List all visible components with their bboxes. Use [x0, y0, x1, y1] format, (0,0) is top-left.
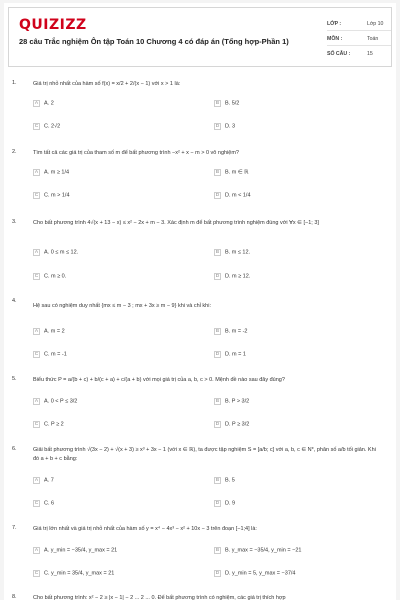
question-text: Cho bất phương trình: x² − 2 ≥ |x − 1| − 2 ... 2 ... 0. Để bất phương trình có nghiệm, các giá trị thích hợp [33, 595, 286, 600]
worksheet-header [8, 7, 392, 67]
option-letter-badge: B [215, 399, 220, 404]
divider [327, 30, 391, 31]
option-b[interactable] [214, 477, 235, 486]
option-text: D. y_min = 5, y_max = −37/4 [225, 570, 296, 577]
option-text: B. m ∈ ℝ [225, 169, 249, 176]
question-number: 6. [12, 446, 17, 452]
option-letter-badge: B [215, 329, 220, 334]
option-letter-badge: B [215, 250, 220, 255]
option-letter-badge: D [215, 422, 220, 427]
option-letter-badge: A [34, 250, 39, 255]
question-number: 4. [12, 298, 17, 304]
option-letter-badge: C [34, 193, 39, 198]
question-text: Cho bất phương trình 4√(x + 13 − x) ≤ x² − 2x + m − 3. Xác định m để bất phương trình nghiệm đúng với ∀x ∈ [−1; 3] [33, 220, 319, 226]
question-number: 1. [12, 80, 17, 86]
option-text: C. m > 1/4 [44, 192, 70, 199]
option-c[interactable] [33, 123, 60, 132]
option-c[interactable] [33, 273, 66, 282]
option-text: A. 2 [44, 100, 54, 107]
option-text: D. 9 [225, 500, 236, 507]
option-text: C. P ≥ 2 [44, 421, 64, 428]
option-text: A. y_min = −35/4, y_max = 21 [44, 547, 118, 554]
option-text: B. 5 [225, 477, 235, 484]
option-text: D. m < 1/4 [225, 192, 251, 199]
option-a[interactable] [33, 100, 54, 109]
option-b[interactable] [214, 398, 249, 407]
option-text: A. m ≥ 1/4 [44, 169, 70, 176]
option-letter-badge: A [34, 478, 39, 483]
option-text: D. m ≥ 12. [225, 273, 251, 280]
option-letter-badge: C [34, 274, 39, 279]
option-c[interactable] [33, 192, 70, 201]
option-text: C. 6 [44, 500, 55, 507]
option-letter-badge: D [215, 193, 220, 198]
option-text: B. y_max = −35/4, y_min = −21 [225, 547, 302, 554]
option-letter-badge: B [215, 101, 220, 106]
question-number: 3. [12, 219, 17, 225]
option-letter-badge: C [34, 571, 39, 576]
question-count-value: 15 [367, 51, 373, 57]
question-text: Biểu thức P = a/(b + c) + b/(c + a) + c/(a + b) với mọi giá trị của a, b, c > 0. Mệnh đề nào sau đây đúng? [33, 377, 285, 383]
option-c[interactable] [33, 570, 114, 579]
option-b[interactable] [214, 547, 301, 556]
option-text: A. m = 2 [44, 328, 65, 335]
option-letter-badge: A [34, 329, 39, 334]
option-d[interactable] [214, 500, 235, 509]
option-b[interactable] [214, 328, 247, 337]
option-a[interactable] [33, 477, 54, 486]
question-text: Tìm tất cả các giá trị của tham số m để bất phương trình −x² + x − m > 0 vô nghiệm? [33, 150, 239, 156]
class-value: Lớp 10 [367, 21, 384, 27]
option-letter-badge: A [34, 399, 39, 404]
question-number: 5. [12, 376, 17, 382]
question-text: Giá trị nhỏ nhất của hàm số f(x) = x/2 + 2/(x − 1) với x > 1 là: [33, 81, 181, 87]
option-letter-badge: D [215, 571, 220, 576]
option-a[interactable] [33, 328, 65, 337]
option-text: C. m = -1 [44, 351, 67, 358]
option-letter-badge: D [215, 274, 220, 279]
option-c[interactable] [33, 500, 54, 509]
option-d[interactable] [214, 123, 235, 132]
quizizz-logo: QUIZIZZ [19, 17, 87, 33]
subject-value: Toán [367, 36, 379, 42]
option-text: D. 3 [225, 123, 236, 130]
question-text: Giá trị lớn nhất và giá trị nhỏ nhất của hàm số y = x⁴ − 4x³ − x² + 10x − 3 trên đoạn [−1;4] là: [33, 526, 257, 532]
option-d[interactable] [214, 273, 250, 282]
option-text: A. 0 < P ≤ 3/2 [44, 398, 78, 405]
option-letter-badge: D [215, 501, 220, 506]
option-text: D. m = 1 [225, 351, 246, 358]
option-letter-badge: B [215, 170, 220, 175]
option-text: D. P ≥ 3/2 [225, 421, 250, 428]
option-text: A. 0 ≤ m ≤ 12. [44, 249, 79, 256]
option-b[interactable] [214, 249, 250, 258]
option-letter-badge: B [215, 478, 220, 483]
question-text: Hệ sau có nghiệm duy nhất {mx ≤ m − 3 ; mx + 3x ≥ m − 9} khi và chỉ khi: [33, 303, 211, 309]
option-letter-badge: D [215, 352, 220, 357]
worksheet-page [4, 3, 396, 600]
option-a[interactable] [33, 169, 69, 178]
option-text: B. m ≤ 12. [225, 249, 251, 256]
option-text: B. P > 3/2 [225, 398, 250, 405]
question-number: 8. [12, 594, 17, 600]
option-letter-badge: A [34, 170, 39, 175]
option-c[interactable] [33, 351, 67, 360]
option-d[interactable] [214, 421, 249, 430]
option-text: A. 7 [44, 477, 54, 484]
subject-label: MÔN : [327, 36, 343, 42]
question-text: Giải bất phương trình √(3x − 2) + √(x + 3) ≥ x³ + 3x − 1 (với x ∈ ℝ), ta được tập nghiệm S = [a/b; c] với a, b, c ∈ N*, phân số a/b tối giản. Khi đó a + b + c bằng: [33, 447, 376, 462]
option-letter-badge: A [34, 101, 39, 106]
option-letter-badge: B [215, 548, 220, 553]
option-a[interactable] [33, 547, 117, 556]
option-a[interactable] [33, 249, 78, 258]
option-text: C. 2√2 [44, 123, 61, 130]
option-letter-badge: C [34, 501, 39, 506]
option-text: B. m = -2 [225, 328, 248, 335]
option-text: B. 5/2 [225, 100, 240, 107]
option-text: C. m ≥ 0. [44, 273, 67, 280]
worksheet-title: 28 câu Trắc nghiệm Ôn tập Toán 10 Chương 4 có đáp án (Tổng hợp-Phần 1) [19, 37, 289, 46]
option-d[interactable] [214, 351, 246, 360]
option-letter-badge: C [34, 352, 39, 357]
question-number: 7. [12, 525, 17, 531]
option-b[interactable] [214, 169, 249, 178]
option-text: C. y_min = 35/4, y_max = 21 [44, 570, 115, 577]
class-label: LỚP : [327, 21, 342, 27]
option-b[interactable] [214, 100, 239, 109]
option-c[interactable] [33, 421, 64, 430]
question-count-label: SỐ CÂU : [327, 51, 351, 57]
divider [327, 45, 391, 46]
option-d[interactable] [214, 570, 295, 579]
option-letter-badge: D [215, 124, 220, 129]
option-letter-badge: C [34, 124, 39, 129]
option-a[interactable] [33, 398, 77, 407]
option-letter-badge: C [34, 422, 39, 427]
question-number: 2. [12, 149, 17, 155]
option-d[interactable] [214, 192, 251, 201]
option-letter-badge: A [34, 548, 39, 553]
